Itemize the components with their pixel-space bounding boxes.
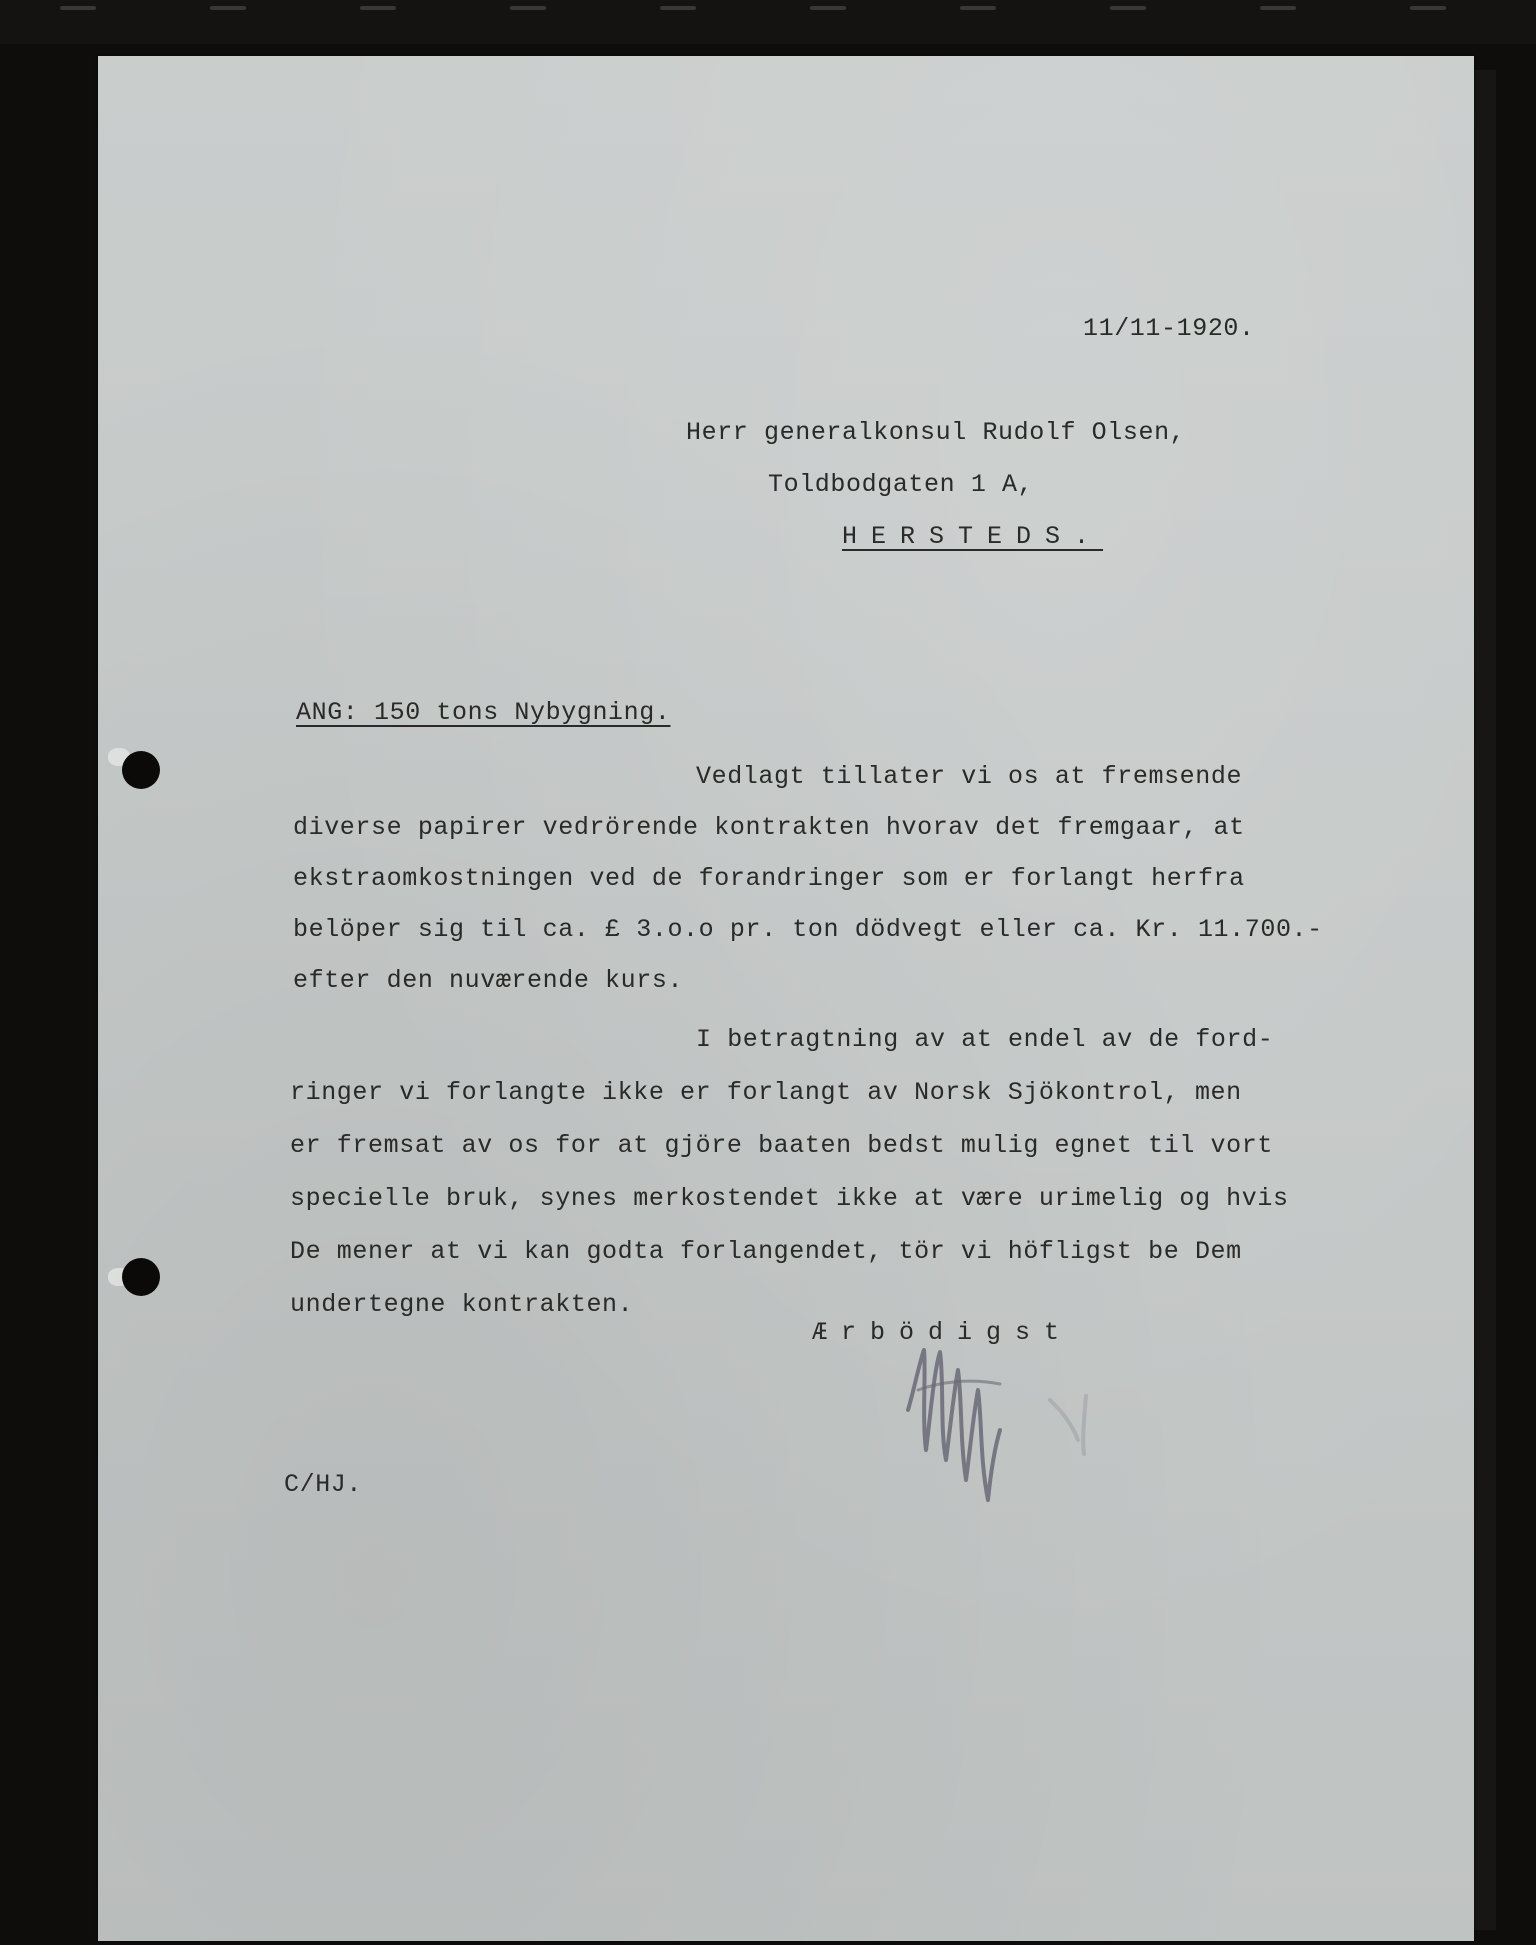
recipient-street: Toldbodgaten 1 A, bbox=[768, 470, 1034, 499]
body-line: belöper sig til ca. £ 3.o.o pr. ton dödvegt eller ca. Kr. 11.700.- bbox=[293, 915, 1323, 944]
scan-frame-right bbox=[1474, 70, 1496, 1930]
body-line: undertegne kontrakten. bbox=[290, 1290, 634, 1319]
punch-hole-bottom bbox=[122, 1258, 160, 1296]
letter-date: 11/11-1920. bbox=[1083, 314, 1255, 343]
punch-hole-top bbox=[122, 751, 160, 789]
letter-sheet bbox=[98, 56, 1474, 1941]
closing-salutation: Ærbödigst bbox=[812, 1318, 1074, 1347]
frame-mark bbox=[660, 6, 696, 10]
frame-mark bbox=[1260, 6, 1296, 10]
recipient-name: Herr generalkonsul Rudolf Olsen, bbox=[686, 418, 1186, 447]
frame-mark bbox=[1110, 6, 1146, 10]
body-line: efter den nuværende kurs. bbox=[293, 966, 684, 995]
frame-mark bbox=[1410, 6, 1446, 10]
frame-mark bbox=[210, 6, 246, 10]
frame-mark bbox=[60, 6, 96, 10]
body-line: De mener at vi kan godta forlangendet, tör vi höfligst be Dem bbox=[290, 1237, 1242, 1266]
body-line: Vedlagt tillater vi os at fremsende bbox=[696, 762, 1243, 791]
body-line: er fremsat av os for at gjöre baaten bedst mulig egnet til vort bbox=[290, 1131, 1273, 1160]
recipient-city: HERSTEDS. bbox=[842, 522, 1104, 551]
body-line: I betragtning av at endel av de ford- bbox=[696, 1025, 1274, 1054]
scan-frame-top bbox=[0, 0, 1536, 44]
body-line: ekstraomkostningen ved de forandringer som er forlangt herfra bbox=[293, 864, 1245, 893]
handwritten-signature bbox=[900, 1330, 1130, 1510]
frame-mark bbox=[360, 6, 396, 10]
frame-mark bbox=[960, 6, 996, 10]
body-line: specielle bruk, synes merkostendet ikke at være urimelig og hvis bbox=[290, 1184, 1289, 1213]
body-line: ringer vi forlangte ikke er forlangt av Norsk Sjökontrol, men bbox=[290, 1078, 1242, 1107]
frame-mark bbox=[510, 6, 546, 10]
body-line: diverse papirer vedrörende kontrakten hvorav det fremgaar, at bbox=[293, 813, 1245, 842]
subject-line: ANG: 150 tons Nybygning. bbox=[296, 698, 671, 727]
frame-mark bbox=[810, 6, 846, 10]
typist-initials: C/HJ. bbox=[284, 1470, 363, 1499]
